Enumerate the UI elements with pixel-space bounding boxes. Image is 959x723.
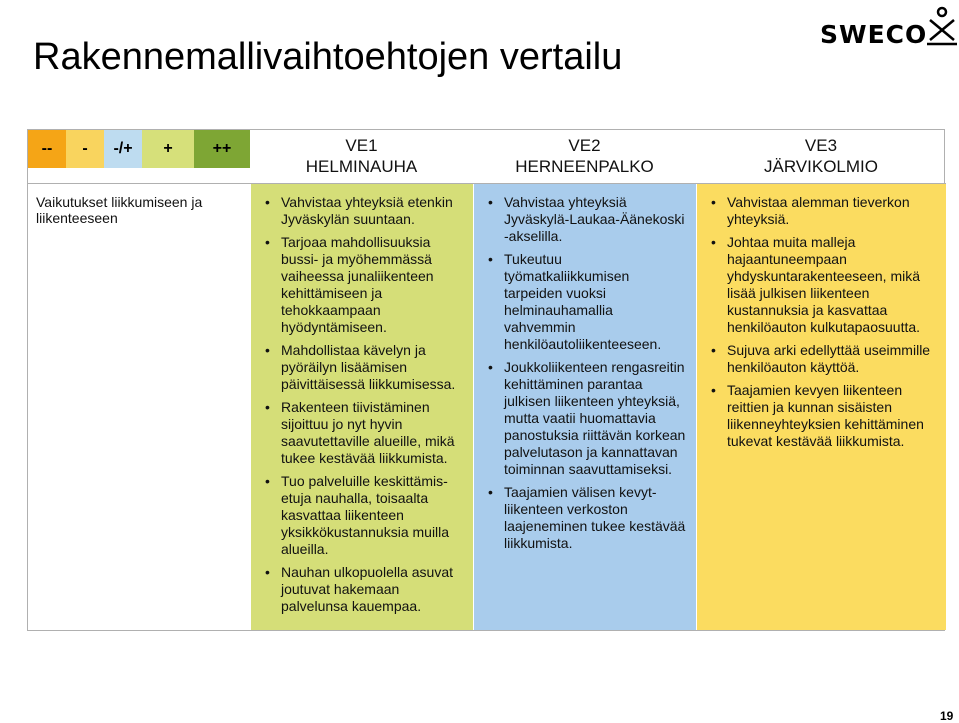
ve1-list	[263, 194, 465, 615]
column-code: VE2	[568, 136, 601, 155]
list-item: • Tukeutuu työmatkaliikkumisen tarpeiden vuoksi helminauhamallia vahvemmin henkilöautoliikenteeseen.	[486, 251, 688, 353]
column-name: HELMINAUHA	[305, 157, 418, 176]
column-header-ve2	[473, 130, 696, 184]
list-item: • Joukkoliikenteen rengasreitin kehittäminen parantaa julkisen liikenteen yhteyksiä, mutta vaatii huomattavia panostuksia riittävän korkean palvelutason ja kannattavan toiminnan saavuttamiseksi.	[486, 359, 688, 478]
rating-scale-legend	[28, 130, 250, 168]
list-item: • Mahdollistaa kävelyn ja pyöräilyn lisäämisen päivittäisessä liikkumisessa.	[263, 342, 465, 393]
list-item: • Johtaa muita malleja hajaantuneempaan yhdyskuntarakenteeseen, mikä lisää julkisen liikenteen kustannuksia ja kasvattaa henkilöauton kulkutapaosuutta.	[709, 234, 938, 336]
scale-negative: -	[66, 130, 104, 168]
list-item: • Rakenteen tiivistäminen sijoittuu jo nyt hyvin saavutettaville alueille, mikä tukee kestävää liikkumista.	[263, 399, 465, 467]
list-item: • Taajamien kevyen liikenteen reittien ja kunnan sisäisten liikenneyhteyksien kehittäminen tukevat kestävää liikkumista.	[709, 382, 938, 450]
cell-ve3	[696, 184, 946, 630]
column-header-ve1	[250, 130, 473, 184]
comparison-table	[27, 129, 945, 631]
list-item: • Tarjoaa mahdollisuuksia bussi- ja myöhemmässä vaiheessa junaliikenteen kehittämiseen ja tehokkaampaan hyödyntämiseen.	[263, 234, 465, 336]
ve3-list	[709, 194, 938, 450]
page-number: 19	[940, 709, 954, 723]
ve2-list	[486, 194, 688, 552]
scale-very-negative: --	[28, 130, 66, 168]
list-item: • Vahvistaa yhteyksiä etenkin Jyväskylän suuntaan.	[263, 194, 465, 228]
scale-positive: +	[142, 130, 194, 168]
column-name: JÄRVIKOLMIO	[764, 157, 878, 176]
column-name: HERNEENPALKO	[515, 157, 654, 176]
scale-very-positive: ++	[194, 130, 250, 168]
column-header-ve3	[696, 130, 946, 184]
list-item: • Nauhan ulkopuolella asuvat joutuvat hakemaan palvelunsa kauempaa.	[263, 564, 465, 615]
sweco-logo	[820, 6, 959, 50]
list-item: • Sujuva arki edellyttää useimmille henkilöauton käyttöä.	[709, 342, 938, 376]
list-item: • Taajamien välisen kevyt-liikenteen verkoston laajeneminen tukee kestävää liikkumista.	[486, 484, 688, 552]
cell-ve1	[250, 184, 473, 630]
logo-wordmark: SWECO	[820, 20, 928, 49]
list-item: • Vahvistaa yhteyksiä Jyväskylä-Laukaa-Äänekoski -akselilla.	[486, 194, 688, 245]
list-item: • Tuo palveluille keskittämis-etuja nauhalla, toisaalta kasvattaa liikenteen yksikkökustannuksia muilla alueilla.	[263, 473, 465, 558]
column-code: VE1	[345, 136, 378, 155]
table-header-row	[28, 130, 946, 184]
logo-symbol-icon	[924, 6, 959, 50]
column-code: VE3	[804, 136, 838, 155]
list-item: • Vahvistaa alemman tieverkon yhteyksiä.	[709, 194, 938, 228]
page-title: Rakennemallivaihtoehtojen vertailu	[33, 36, 623, 78]
row-label: Vaikutukset liikkumiseen ja liikenteeseen	[36, 194, 203, 226]
scale-neutral: -/+	[104, 130, 142, 168]
cell-ve2	[473, 184, 696, 630]
